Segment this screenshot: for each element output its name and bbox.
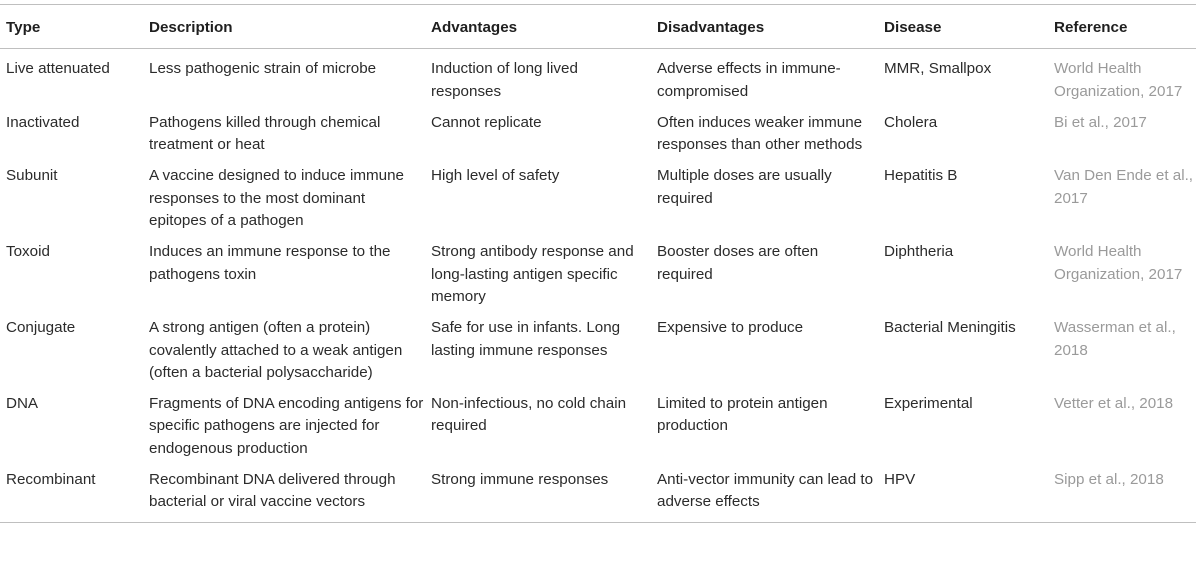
cell-reference: Sipp et al., 2018 (1054, 471, 1164, 489)
cell-type: Live attenuated (6, 60, 110, 78)
vaccine-types-table (0, 4, 1196, 523)
cell-description: Less pathogenic strain of microbe (149, 60, 377, 78)
cell-disadvantages: Expensive to produce (657, 319, 804, 337)
table-header (0, 5, 1196, 49)
table-row (0, 464, 1196, 522)
cell-reference: Bi et al., 2017 (1054, 113, 1147, 131)
table-row (0, 160, 1196, 236)
cell-advantages: High level of safety (431, 167, 560, 185)
cell-disease: MMR, Smallpox (884, 60, 992, 78)
table-row (0, 388, 1196, 464)
cell-type: Recombinant (6, 471, 96, 489)
cell-reference: World Health Organization, 2017 (1054, 60, 1183, 100)
cell-description: Recombinant DNA delivered through bacterial or viral vaccine vectors (149, 471, 396, 511)
cell-description: A vaccine designed to induce immune responses to the most dominant epitopes of a pathogen (149, 167, 404, 230)
cell-description: A strong antigen (often a protein) covalently attached to a weak antigen (often a bacterial polysaccharide) (149, 319, 403, 381)
cell-type: Toxoid (6, 243, 50, 261)
table-row (0, 107, 1196, 161)
cell-disadvantages: Limited to protein antigen production (657, 395, 828, 435)
cell-advantages: Non-infectious, no cold chain required (431, 395, 627, 435)
cell-disadvantages: Adverse effects in immune-compromised (657, 60, 841, 100)
cell-disadvantages: Multiple doses are usually required (657, 167, 832, 207)
cell-disease: HPV (884, 471, 916, 489)
cell-disease: Hepatitis B (884, 167, 958, 185)
cell-disease: Experimental (884, 395, 973, 413)
cell-type: Subunit (6, 167, 58, 185)
cell-disease: Cholera (884, 113, 938, 131)
cell-reference: Vetter et al., 2018 (1054, 395, 1174, 413)
cell-disease: Diphtheria (884, 243, 954, 261)
header-disadvantages: Disadvantages (657, 19, 765, 36)
cell-reference: Van Den Ende et al., 2017 (1054, 167, 1194, 207)
cell-description: Fragments of DNA encoding antigens for specific pathogens are injected for endogenous production (149, 395, 424, 457)
cell-type: DNA (6, 395, 39, 413)
header-reference: Reference (1054, 19, 1128, 36)
cell-reference: Wasserman et al., 2018 (1054, 319, 1176, 359)
header-type: Type (6, 19, 41, 36)
cell-disadvantages: Booster doses are often required (657, 243, 819, 283)
cell-disadvantages: Often induces weaker immune responses than other methods (657, 113, 863, 154)
cell-disadvantages: Anti-vector immunity can lead to adverse effects (657, 471, 874, 511)
header-advantages: Advantages (431, 19, 518, 36)
header-row (0, 5, 1196, 49)
cell-advantages: Cannot replicate (431, 113, 542, 131)
cell-advantages: Strong immune responses (431, 471, 609, 489)
table-row (0, 49, 1196, 107)
table-row (0, 236, 1196, 312)
table-row (0, 312, 1196, 388)
cell-disease: Bacterial Meningitis (884, 319, 1016, 337)
cell-advantages: Safe for use in infants. Long lasting immune responses (431, 319, 621, 359)
cell-advantages: Induction of long lived responses (431, 60, 578, 100)
cell-description: Pathogens killed through chemical treatment or heat (149, 113, 381, 154)
header-description: Description (149, 19, 233, 36)
cell-type: Conjugate (6, 319, 76, 337)
cell-description: Induces an immune response to the pathogens toxin (149, 243, 391, 283)
cell-reference: World Health Organization, 2017 (1054, 243, 1183, 283)
cell-type: Inactivated (6, 113, 80, 131)
header-disease: Disease (884, 19, 942, 36)
cell-advantages: Strong antibody response and long-lasting antigen specific memory (431, 243, 634, 305)
table-body (0, 49, 1196, 522)
